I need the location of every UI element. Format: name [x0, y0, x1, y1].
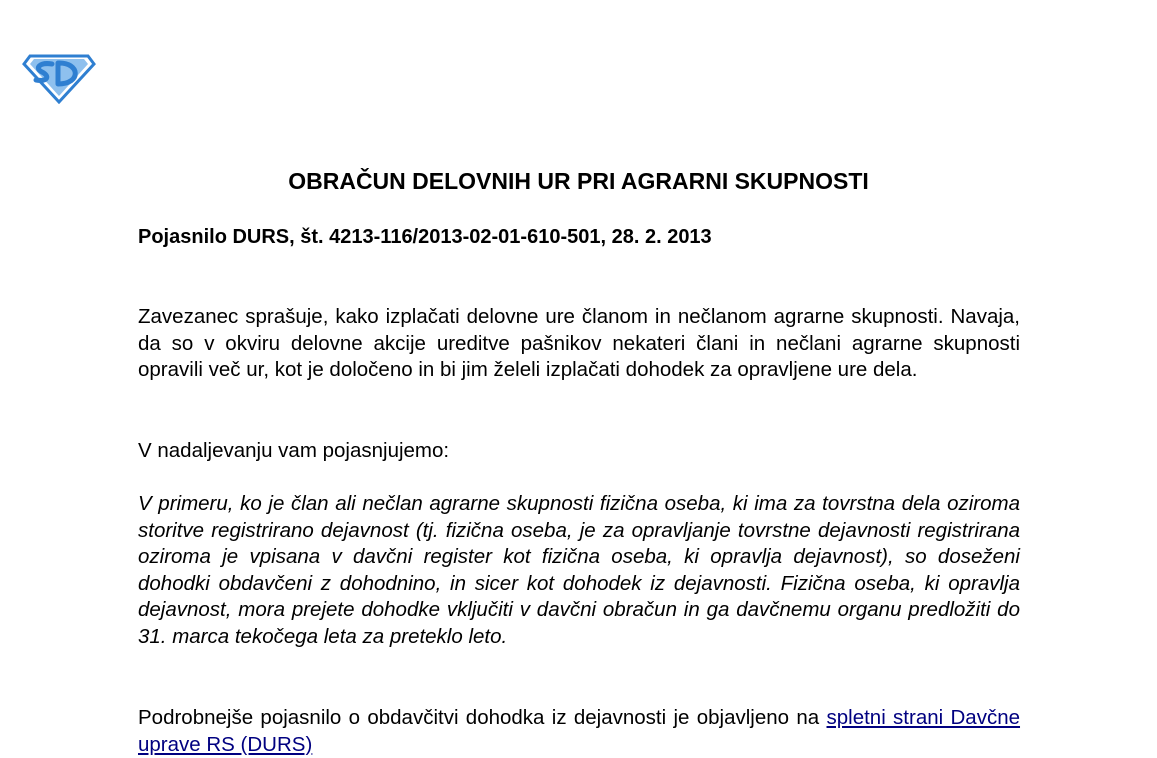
paragraph-answer: V primeru, ko je član ali nečlan agrarne skupnosti fizična oseba, ki ima za tovrstna dela oziroma storitve registrirano dejavnost (tj. fizična oseba, je za opravljanje tovrstne dejavnosti registrirana oziroma je vpisana v davčni register kot fizična oseba, ki opravlja dejavnost), so doseženi dohodki obdavčeni z dohodnino, in sicer kot dohodek iz dejavnosti. Fizična oseba, ki opravlja dejavnost, mora prejete dohodke vključiti v davčni obračun in ga davčnemu organu predložiti do 31. marca tekočega leta za preteklo leto. [138, 492, 1020, 648]
document-title: OBRAČUN DELOVNIH UR PRI AGRARNI SKUPNOSTI [288, 168, 869, 194]
paragraph-intro: V nadaljevanju vam pojasnjujemo: [138, 439, 450, 462]
document-subtitle: Pojasnilo DURS, št. 4213-116/2013-02-01-610-501, 28. 2. 2013 [138, 226, 712, 248]
sd-diamond-logo-icon [22, 50, 96, 104]
sd-logo [22, 50, 96, 104]
paragraph-reference [138, 705, 1020, 758]
paragraph-question: Zavezanec sprašuje, kako izplačati delovne ure članom in nečlanom agrarne skupnosti. Navaja, da so v okviru delovne akcije ureditve pašnikov nekateri člani in nečlani agrarne skupnosti opravili več ur, kot je določeno in bi jim želeli izplačati dohodek za opravljene ure dela. [138, 305, 1020, 382]
reference-text: Podrobnejše pojasnilo o obdavčitvi dohodka iz dejavnosti je objavljeno na [138, 706, 820, 729]
durs-website-link[interactable]: spletni strani Davčne uprave RS (DURS) [138, 706, 1021, 756]
